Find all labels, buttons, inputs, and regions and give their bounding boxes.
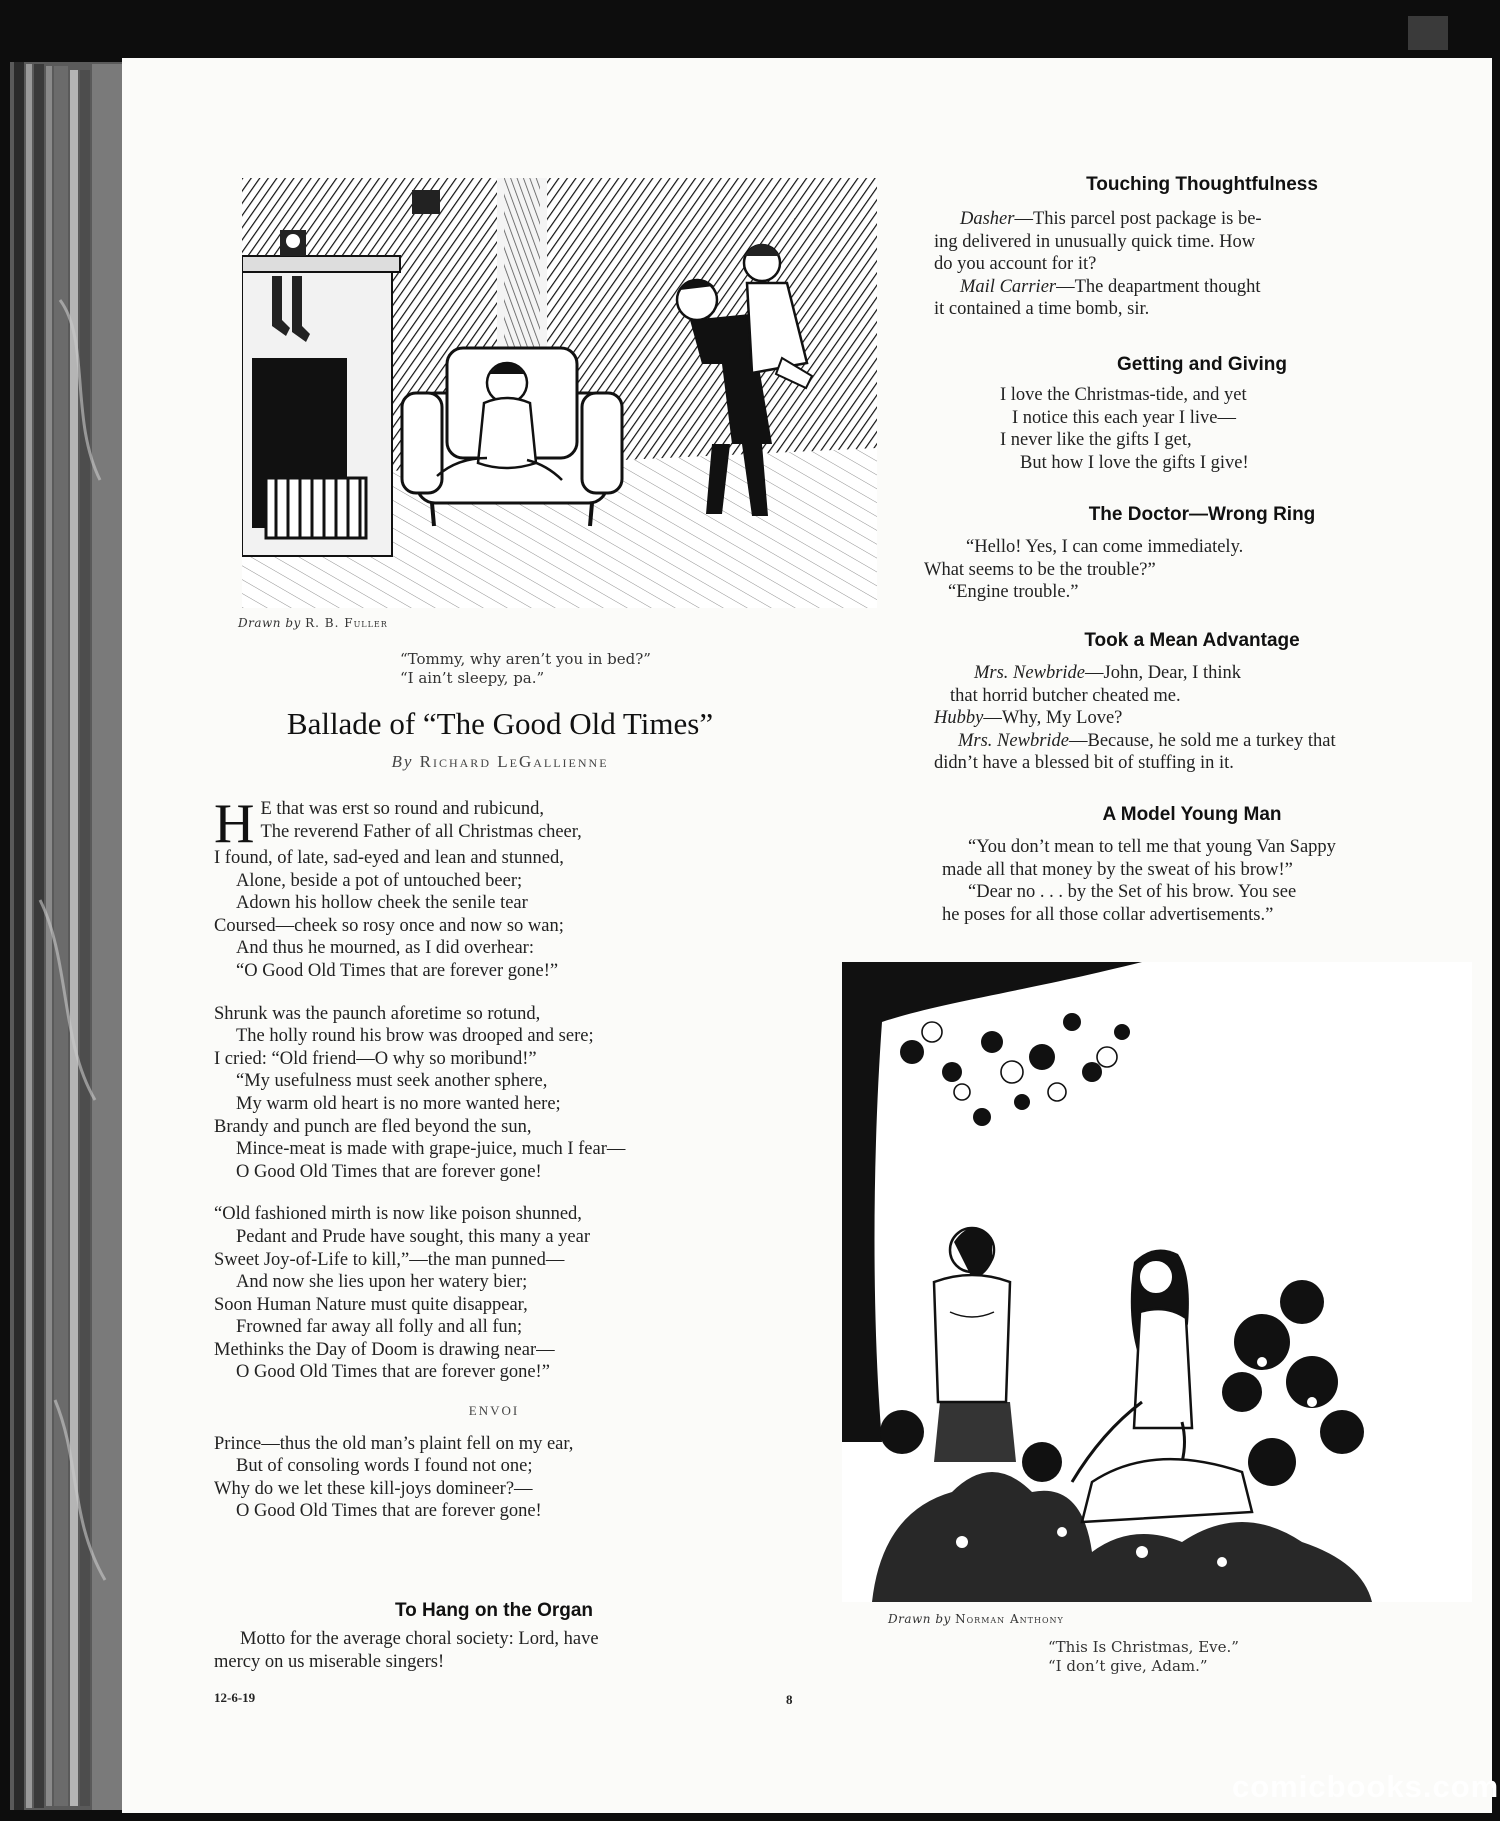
stanza-1 — [214, 793, 774, 983]
poem-line: But of consoling words I found not one; — [236, 1456, 533, 1477]
getting-verse — [976, 384, 1456, 474]
speaker-mrs-newbride: Mrs. Newbride — [974, 663, 1085, 683]
prose-line: “Engine trouble.” — [948, 582, 1079, 602]
poem-line: Mince-meat is made with grape-juice, much I fear— — [236, 1139, 626, 1160]
byline-name: Richard LeGallienne — [419, 752, 609, 771]
prose-line: made all that money by the sweat of his brow!” — [942, 859, 1293, 880]
verse-line: I love the Christmas-tide, and yet — [1000, 385, 1247, 405]
prose-line: that horrid butcher cheated me. — [950, 685, 1181, 706]
poem-line: And now she lies upon her watery bier; — [236, 1272, 528, 1293]
magazine-page — [122, 58, 1492, 1813]
doctor-text — [924, 536, 1464, 604]
speaker-hubby: Hubby — [934, 708, 984, 728]
envoi-stanza — [214, 1433, 774, 1523]
poem-line: O Good Old Times that are forever gone!” — [236, 1362, 550, 1383]
heading-model-young-man: A Model Young Man — [1102, 804, 1282, 825]
prose-line — [934, 707, 1474, 730]
prose-line: “Hello! Yes, I can come immediately. — [966, 537, 1244, 557]
poem-line: O Good Old Times that are forever gone! — [236, 1501, 542, 1522]
credit-name: R. B. Fuller — [305, 616, 388, 630]
touching-text — [934, 208, 1474, 321]
organ-text — [214, 1628, 774, 1673]
prose-text: —Why, My Love? — [983, 708, 1123, 728]
heading-organ: To Hang on the Organ — [394, 1600, 594, 1621]
speaker-mail-carrier: Mail Carrier — [960, 276, 1057, 297]
watermark: comicbooks.com — [1232, 1769, 1500, 1804]
poem-line: My warm old heart is no more wanted here; — [236, 1093, 561, 1114]
envoi-label: ENVOI — [468, 1403, 520, 1419]
verse-line: I never like the gifts I get, — [1000, 430, 1192, 450]
prose-text: —Because, he sold me a turkey that — [1069, 730, 1336, 751]
prose-text: —John, Dear, I think — [1085, 663, 1241, 683]
poem-line: Shrunk was the paunch aforetime so rotund, — [214, 1003, 541, 1024]
page-number: 8 — [786, 1692, 793, 1707]
poem-line: “Old fashioned mirth is now like poison shunned, — [214, 1204, 582, 1225]
poem-line: Prince—thus the old man’s plaint fell on my ear, — [214, 1433, 574, 1454]
prose-text: —This parcel post package is be- — [1014, 209, 1262, 229]
ballad-poem — [214, 793, 774, 1523]
poem-line: Alone, beside a pot of untouched beer; — [236, 870, 523, 891]
prose-line: do you account for it? — [934, 254, 1097, 274]
credit-prefix: Drawn by — [888, 1612, 951, 1626]
poem-line: Coursed—cheek so rosy once and now so wan; — [214, 915, 564, 936]
verse-line: I notice this each year I live— — [1012, 407, 1236, 428]
verse-line: But how I love the gifts I give! — [1020, 452, 1249, 473]
drop-cap: H — [214, 793, 255, 855]
poem-line: O Good Old Times that are forever gone! — [236, 1161, 542, 1182]
prose-line: “Dear no . . . by the Set of his brow. You see — [968, 882, 1297, 902]
caption-line: “I don’t give, Adam.” — [1048, 1657, 1208, 1675]
prose-line: he poses for all those collar advertisements.” — [942, 904, 1274, 925]
mean-text — [934, 662, 1474, 775]
stanza-3 — [214, 1203, 774, 1384]
prose-line: mercy on us miserable singers! — [214, 1651, 445, 1672]
poem-line: Frowned far away all folly and all fun; — [236, 1317, 523, 1338]
prose-text: —The deapartment thought — [1056, 276, 1261, 297]
ballad-byline — [230, 752, 770, 772]
poem-line: I cried: “Old friend—O why so moribund!” — [214, 1048, 537, 1069]
heading-getting-giving: Getting and Giving — [1117, 354, 1287, 375]
prose-line: “You don’t mean to tell me that young Van Sappy — [968, 837, 1336, 857]
heading-mean-advantage: Took a Mean Advantage — [1084, 630, 1300, 651]
illustration-adam-eve — [842, 962, 1472, 1602]
heading-doctor: The Doctor—Wrong Ring — [1088, 504, 1316, 525]
speaker-mrs-newbride: Mrs. Newbride — [958, 730, 1069, 751]
poem-line: Soon Human Nature must quite disappear, — [214, 1294, 528, 1315]
caption-bottom — [1048, 1638, 1239, 1676]
stanza-2 — [214, 1003, 774, 1184]
credit-prefix: Drawn by — [238, 616, 301, 630]
prose-line: ing delivered in unusually quick time. How — [934, 231, 1256, 252]
prose-line — [934, 276, 1474, 299]
poem-line: E that was erst so round and rubicund, — [260, 799, 545, 819]
date-code: 12-6-19 — [214, 1690, 256, 1705]
poem-line: And thus he mourned, as I did overhear: — [236, 938, 534, 959]
caption-line: “This Is Christmas, Eve.” — [1048, 1638, 1239, 1656]
illustration-tommy-armchair — [242, 178, 877, 608]
prose-line: it contained a time bomb, sir. — [934, 299, 1150, 319]
prose-line: didn’t have a blessed bit of stuffing in it. — [934, 753, 1234, 773]
caption-top — [400, 650, 651, 688]
prose-line — [934, 730, 1474, 753]
poem-line: “My usefulness must seek another sphere, — [236, 1071, 548, 1092]
heading-touching: Touching Thoughtfulness — [1086, 174, 1318, 195]
byline-prefix: By — [391, 752, 414, 771]
prose-line: Motto for the average choral society: Lord, have — [240, 1629, 599, 1649]
credit-top — [238, 616, 388, 630]
poem-line: Why do we let these kill-joys domineer?— — [214, 1478, 533, 1499]
model-text — [942, 836, 1482, 926]
speaker-dasher: Dasher — [960, 209, 1015, 229]
credit-name: Norman Anthony — [955, 1612, 1064, 1626]
poem-line: Pedant and Prude have sought, this many a year — [236, 1226, 590, 1247]
caption-line: “I ain’t sleepy, pa.” — [400, 669, 545, 687]
prose-line: What seems to be the trouble?” — [924, 559, 1156, 580]
prose-line — [934, 662, 1474, 685]
poem-line: Sweet Joy-of-Life to kill,”—the man punned— — [214, 1249, 565, 1270]
poem-line: I found, of late, sad-eyed and lean and stunned, — [214, 848, 564, 868]
credit-bottom — [888, 1612, 1064, 1626]
poem-line: The holly round his brow was drooped and sere; — [236, 1026, 594, 1047]
prose-line — [934, 208, 1474, 231]
ballad-title: Ballade of “The Good Old Times” — [286, 706, 714, 741]
poem-line: Brandy and punch are fled beyond the sun, — [214, 1116, 532, 1137]
poem-line: Methinks the Day of Doom is drawing near— — [214, 1339, 555, 1360]
poem-line: The reverend Father of all Christmas cheer, — [260, 821, 582, 842]
poem-line: “O Good Old Times that are forever gone!” — [236, 960, 559, 981]
poem-line: Adown his hollow cheek the senile tear — [236, 893, 528, 914]
caption-line: “Tommy, why aren’t you in bed?” — [400, 650, 651, 668]
